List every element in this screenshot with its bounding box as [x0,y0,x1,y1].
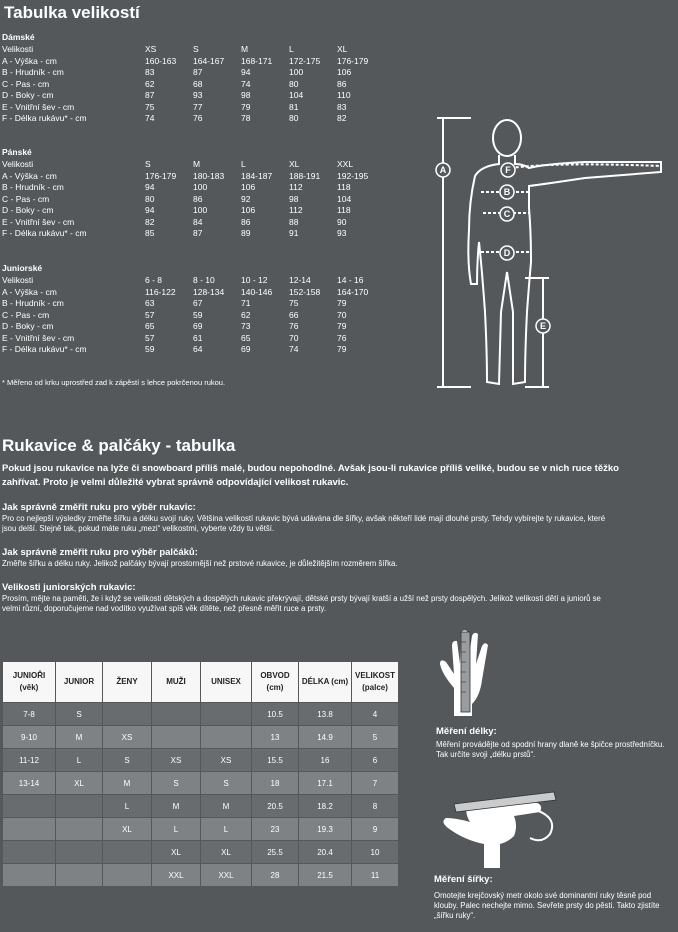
size-header-cell: 14 - 16 [337,275,364,285]
size-cell: 112 [289,205,303,215]
size-cell: 68 [193,78,203,89]
glove-table-cell: 10 [352,841,399,864]
size-cell: 112 [289,182,303,192]
size-cell: 65 [241,332,251,343]
glove-table-cell: 7-8 [3,703,56,726]
section-heading-gloves: Jak správně změřit ruku pro výběr rukavic: [2,502,196,513]
glove-table-cell: 18.2 [299,795,352,818]
size-row-label: A - Výška - cm [2,286,57,297]
size-cell: 100 [193,205,208,215]
glove-table-cell: 8 [352,795,399,818]
size-row [2,66,385,78]
glove-table-cell: 16 [299,749,352,772]
glove-table-cell: L [56,749,103,772]
size-row [2,227,385,239]
length-caption-heading: Měření délky: [436,726,497,737]
size-cell: 106 [337,67,352,77]
glove-table-header: VELIKOST (palce) [352,662,399,703]
size-cell: 75 [145,101,155,112]
size-row [2,193,385,205]
size-group-title: Dámské [2,32,35,42]
size-cell: 70 [289,332,299,343]
glove-table-cell: 18 [252,772,299,795]
size-cell: 82 [145,216,155,227]
size-cell: 66 [289,309,299,320]
size-cell: 104 [337,193,352,204]
size-cell: 98 [241,90,251,100]
size-row [2,181,385,193]
size-cell: 86 [337,78,347,89]
size-cell: 164-170 [337,286,369,297]
glove-table-cell: 10.5 [252,703,299,726]
glove-table-row [3,795,399,818]
size-row-label: B - Hrudník - cm [2,67,64,77]
size-cell: 79 [337,298,347,308]
size-row-label: F - Délka rukávu* - cm [2,344,87,354]
size-row [2,320,385,332]
size-row [2,286,385,298]
size-row-label: F - Délka rukávu* - cm [2,113,87,123]
glove-table-header: ŽENY [103,662,152,703]
marker-a: A [439,165,447,175]
size-cell: 87 [193,228,203,238]
glove-table-cell [103,703,152,726]
glove-table-cell: 28 [252,864,299,887]
glove-table-cell [103,864,152,887]
glove-table-cell [56,864,103,887]
glove-table-cell: 9 [352,818,399,841]
section-text-junior: Prosím, mějte na paměti, že i když se velikosti dětských a dospělých rukavic překrývají, dětské prsty bývají kratší a užší než prsty dospělých. Jelikož velikosti dětí a juniorů se velmi různí, doporučujeme nad vodítko využívat spíš věk dítěte, než přesně měřit ruce a prsty. [2,594,601,613]
glove-table-cell: XS [103,726,152,749]
size-header-label: Velikosti [2,275,34,285]
size-cell: 160-163 [145,55,177,66]
marker-e: E [539,321,547,331]
size-cell: 79 [241,101,251,112]
size-row [2,89,385,101]
size-cell: 140-146 [241,286,273,297]
size-cell: 79 [337,344,347,354]
size-cell: 180-183 [193,170,225,181]
glove-table-cell [56,841,103,864]
glove-table-cell [3,841,56,864]
size-cell: 75 [289,298,299,308]
size-row [2,216,385,228]
glove-table-cell: XXL [201,864,252,887]
size-header-row [2,274,385,286]
size-cell: 65 [145,321,155,331]
width-caption-text: Omotejte krejčovský metr okolo své dominantní ruky těsně pod klouby. Palec nechejte mimo. Sevřete prsty do pěsti. Takto zjistíte „šířku ruky“. [434,891,660,920]
glove-table-cell: 25.5 [252,841,299,864]
size-cell: 76 [289,321,299,331]
size-cell: 92 [241,193,251,204]
size-header-cell: 10 - 12 [241,275,268,285]
size-row [2,343,385,355]
size-header-cell: 6 - 8 [145,275,163,285]
size-cell: 128-134 [193,286,225,297]
size-cell: 74 [241,78,251,89]
glove-table-cell: M [201,795,252,818]
size-cell: 152-158 [289,286,321,297]
size-row [2,332,385,344]
glove-table-cell: S [103,749,152,772]
size-row [2,101,385,113]
glove-table-cell: 19.3 [299,818,352,841]
glove-table-cell: 14.9 [299,726,352,749]
size-row-label: B - Hrudník - cm [2,298,64,308]
glove-table-cell [56,818,103,841]
size-header-label: Velikosti [2,159,34,169]
size-cell: 86 [241,216,251,227]
glove-table-cell: 9-10 [3,726,56,749]
size-cell: 91 [289,228,299,238]
glove-table-cell: 15.5 [252,749,299,772]
size-cell: 168-171 [241,55,273,66]
size-row-label: A - Výška - cm [2,170,57,181]
size-cell: 80 [289,78,299,89]
marker-c: C [503,209,511,219]
footnote: * Měřeno od krku uprostřed zad k zápěstí s lehce pokrčenou rukou. [2,378,226,387]
size-cell: 79 [337,321,347,331]
size-cell: 172-175 [289,55,321,66]
size-cell: 76 [193,113,203,123]
size-header-cell: L [289,44,294,54]
glove-table-cell: 7 [352,772,399,795]
size-row-label: B - Hrudník - cm [2,182,64,192]
size-table [2,262,385,355]
size-cell: 62 [145,78,155,89]
glove-table-cell [3,818,56,841]
size-cell: 90 [337,216,347,227]
size-cell: 69 [193,321,203,331]
size-cell: 57 [145,332,155,343]
glove-table-cell: L [103,795,152,818]
size-row-label: A - Výška - cm [2,55,57,66]
section-text-mittens: Změřte šířku a délku ruky. Jelikož palčáky bývají prostornější než prstové rukavice, je důležitějším rozměrem šířka. [2,559,398,568]
marker-f: F [505,165,511,175]
glove-table-cell: 13.8 [299,703,352,726]
glove-table-cell: S [56,703,103,726]
size-cell: 118 [337,205,351,215]
size-row-label: E - Vnitřní šev - cm [2,332,75,343]
size-row-label: E - Vnitřní šev - cm [2,101,75,112]
glove-table-cell [3,864,56,887]
size-row-label: C - Pas - cm [2,78,50,89]
size-cell: 83 [145,67,155,77]
size-header-cell: XS [145,44,157,54]
size-cell: 76 [337,332,347,343]
glove-table-row [3,772,399,795]
section-heading-junior: Velikosti juniorských rukavic: [2,582,136,593]
size-cell: 93 [337,228,347,238]
size-cell: 73 [241,321,251,331]
size-cell: 94 [241,67,251,77]
glove-table-cell: XL [103,818,152,841]
size-cell: 67 [193,298,203,308]
glove-table-cell: XL [56,772,103,795]
size-row [2,297,385,309]
glove-table-cell: XL [201,841,252,864]
size-cell: 93 [193,90,203,100]
size-row-label: D - Boky - cm [2,205,54,215]
size-cell: 94 [145,205,155,215]
size-cell: 94 [145,182,155,192]
glove-table-header: MUŽI [152,662,201,703]
size-cell: 87 [145,90,155,100]
size-cell: 98 [289,193,299,204]
size-row-label: D - Boky - cm [2,321,54,331]
glove-table-cell: 17.1 [299,772,352,795]
glove-table-cell: M [103,772,152,795]
size-cell: 84 [193,216,203,227]
hand-width-icon [434,782,574,872]
glove-table-row [3,703,399,726]
glove-table-cell [201,703,252,726]
glove-table-cell: XXL [152,864,201,887]
size-cell: 86 [193,193,203,204]
glove-table-row [3,818,399,841]
marker-b: B [503,187,511,197]
gloves-intro: Pokud jsou rukavice na lyže či snowboard příliš malé, budou nepohodlné. Avšak jsou-li rukavice příliš veliké, budou se v nich ruce těžko zahřívat. Proto je velmi důležité vybrat správně odpovídající velikost rukavic. [2,463,619,488]
size-row [2,78,385,90]
size-cell: 59 [193,309,203,320]
glove-table-cell [3,795,56,818]
size-header-cell: 8 - 10 [193,275,215,285]
size-cell: 74 [145,113,155,123]
glove-table-cell: 11-12 [3,749,56,772]
glove-table-cell [152,726,201,749]
glove-table-cell: XL [152,841,201,864]
glove-table-cell: 4 [352,703,399,726]
gloves-heading: Rukavice & palčáky - tabulka [2,436,236,455]
glove-table-cell: 11 [352,864,399,887]
size-row [2,112,385,124]
size-group-title: Juniorské [2,263,43,273]
size-cell: 59 [145,344,155,354]
size-header-cell: 12-14 [289,275,311,285]
glove-table-row [3,749,399,772]
size-row-label: F - Délka rukávu* - cm [2,228,87,238]
size-cell: 85 [145,228,155,238]
glove-table-cell [152,703,201,726]
glove-table-cell: L [201,818,252,841]
size-cell: 70 [337,309,347,320]
glove-table-cell [56,795,103,818]
size-cell: 88 [289,216,299,227]
size-cell: 110 [337,90,351,100]
size-row [2,309,385,321]
glove-table-cell: 13 [252,726,299,749]
glove-table-cell: 13-14 [3,772,56,795]
section-text-gloves: Pro co nejlepší výsledky změřte šířku a délku svojí ruky. Většina velikostí rukavic bývá udávána dle šířky, avšak někteří lidé mají dlouhé prsty. Tehdy vybírejte ty rukavice, které jsou delší. Stejně tak, pokud máte ruku „mezi“ velikostmi, vyberte vždy tu větší. [2,514,606,533]
size-header-cell: L [241,159,246,169]
size-group-title: Pánské [2,147,32,157]
size-cell: 106 [241,205,256,215]
glove-table-header: JUNIOŘI (věk) [3,662,56,703]
size-cell: 81 [289,101,299,112]
size-cell: 57 [145,309,155,320]
size-cell: 78 [241,113,251,123]
size-header-row [2,43,385,55]
size-cell: 164-167 [193,55,225,66]
glove-table-row [3,864,399,887]
glove-table-cell [201,726,252,749]
glove-table-header: DÉLKA (cm) [299,662,352,703]
size-row [2,204,385,216]
size-row-label: D - Boky - cm [2,90,54,100]
size-cell: 100 [193,182,208,192]
size-cell: 82 [337,113,347,123]
size-row [2,170,385,182]
size-header-row [2,158,385,170]
glove-table-header: JUNIOR [56,662,103,703]
size-header-cell: XL [289,159,300,169]
size-cell: 176-179 [337,55,369,66]
size-cell: 188-191 [289,170,321,181]
glove-table-cell: L [152,818,201,841]
glove-table-header: OBVOD (cm) [252,662,299,703]
glove-table-cell: 6 [352,749,399,772]
size-cell: 83 [337,101,347,112]
size-header-cell: XXL [337,159,354,169]
glove-table-cell: XS [152,749,201,772]
glove-table-row [3,841,399,864]
size-cell: 80 [145,193,155,204]
size-cell: 61 [193,332,203,343]
size-cell: 118 [337,182,351,192]
size-cell: 176-179 [145,170,177,181]
glove-table-cell: S [201,772,252,795]
glove-table-cell: S [152,772,201,795]
size-header-cell: M [241,44,249,54]
glove-table-cell: 5 [352,726,399,749]
size-cell: 77 [193,101,203,112]
size-cell: 184-187 [241,170,273,181]
size-header-cell: S [145,159,151,169]
length-caption-text: Měření provádějte od spodní hrany dlaně ke špičce prostředníčku. Tak určíte svoji „délku prstů“. [436,740,665,759]
size-cell: 100 [289,67,304,77]
size-table [2,31,385,124]
glove-table-cell: 23 [252,818,299,841]
size-header-label: Velikosti [2,44,34,54]
marker-d: D [503,248,511,258]
size-row [2,55,385,67]
glove-table-cell: 21.5 [299,864,352,887]
body-measurement-figure [425,112,675,392]
size-cell: 64 [193,344,203,354]
section-heading-mittens: Jak správně změřit ruku pro výběr palčáků: [2,547,198,558]
size-row-label: E - Vnitřní šev - cm [2,216,75,227]
size-cell: 89 [241,228,251,238]
size-cell: 74 [289,344,299,354]
size-table [2,146,385,239]
size-cell: 71 [241,298,251,308]
glove-table-cell: M [56,726,103,749]
glove-table-cell: 20.5 [252,795,299,818]
size-cell: 106 [241,182,256,192]
glove-table-row [3,726,399,749]
glove-table-cell: 20.4 [299,841,352,864]
hand-length-icon [436,628,516,720]
glove-table-cell: XS [201,749,252,772]
size-cell: 69 [241,344,251,354]
glove-table-cell [103,841,152,864]
size-cell: 192-195 [337,170,369,181]
size-cell: 116-122 [145,286,176,297]
glove-table-cell: M [152,795,201,818]
size-cell: 104 [289,90,304,100]
size-cell: 63 [145,298,155,308]
page-title: Tabulka velikostí [4,3,140,22]
size-header-cell: S [193,44,199,54]
width-caption-heading: Měření šířky: [434,874,493,885]
size-header-cell: M [193,159,201,169]
size-cell: 62 [241,309,251,320]
size-cell: 80 [289,113,299,123]
size-header-cell: XL [337,44,348,54]
size-cell: 87 [193,67,203,77]
size-row-label: C - Pas - cm [2,193,50,204]
glove-table-header: UNISEX [201,662,252,703]
glove-size-table [2,661,399,887]
size-row-label: C - Pas - cm [2,309,50,320]
